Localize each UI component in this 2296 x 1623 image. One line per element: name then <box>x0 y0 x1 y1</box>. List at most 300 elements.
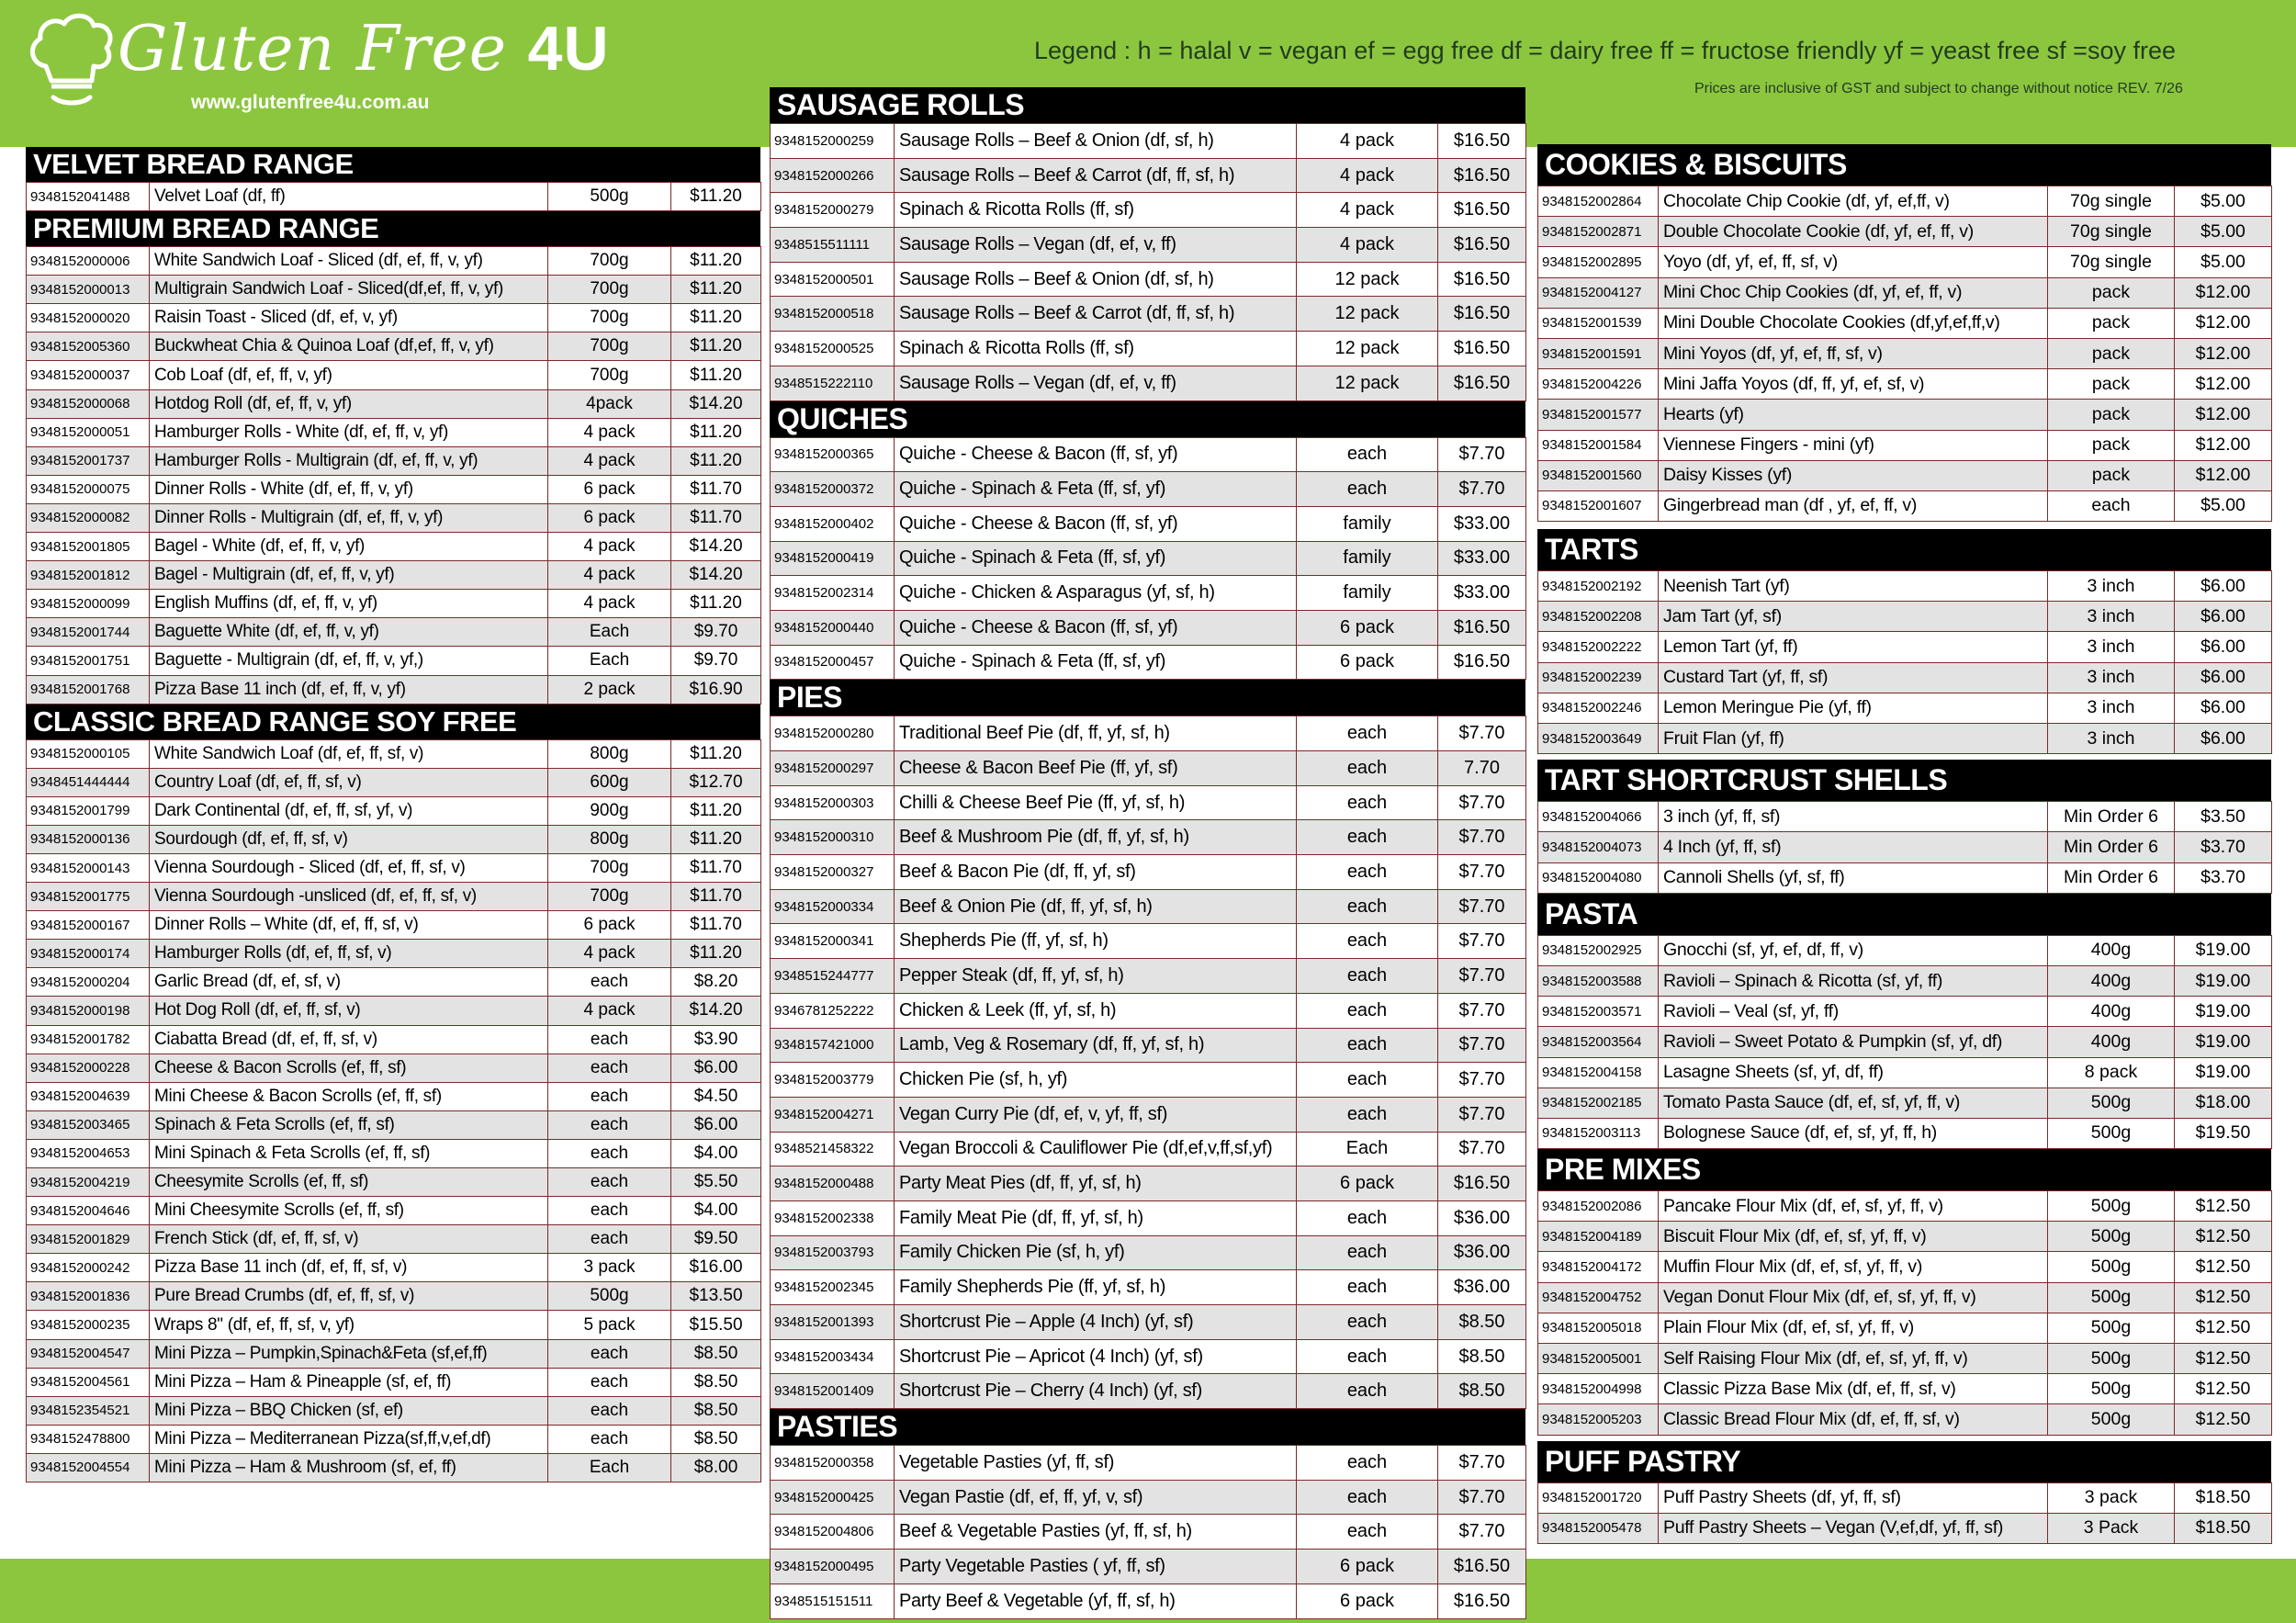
product-size: 12 pack <box>1297 297 1438 332</box>
price-table <box>770 123 1526 401</box>
product-name: Hearts (yf) <box>1659 400 2048 430</box>
product-code: 9348152003793 <box>771 1235 895 1270</box>
price-table <box>1537 186 2272 522</box>
table-row[interactable] <box>1538 1313 2272 1343</box>
table-row[interactable] <box>771 506 1526 541</box>
section <box>770 1409 1525 1618</box>
product-price: $11.20 <box>671 332 761 361</box>
table-row[interactable] <box>27 332 761 361</box>
product-code: 9348152004066 <box>1538 802 1659 832</box>
product-code: 9348152000297 <box>771 751 895 786</box>
product-code: 9348152001805 <box>27 533 150 561</box>
table-row[interactable] <box>771 193 1526 228</box>
product-size: 4 pack <box>548 418 671 446</box>
product-code: 9348152004172 <box>1538 1252 1659 1282</box>
product-size: each <box>548 968 671 997</box>
product-code: 9348152004554 <box>27 1453 150 1482</box>
table-row[interactable] <box>771 785 1526 820</box>
product-size: family <box>1297 541 1438 576</box>
table-row[interactable] <box>771 1028 1526 1063</box>
table-row[interactable] <box>1538 997 2272 1027</box>
table-row[interactable] <box>27 883 761 911</box>
table-row[interactable] <box>27 1054 761 1082</box>
price-table <box>26 246 761 704</box>
table-row[interactable] <box>27 739 761 768</box>
product-size: Min Order 6 <box>2048 862 2175 893</box>
section <box>770 87 1525 401</box>
product-code: 9348152001584 <box>1538 430 1659 460</box>
product-code: 9348152002895 <box>1538 247 1659 277</box>
table-row[interactable] <box>771 1339 1526 1374</box>
price-table <box>26 182 761 211</box>
product-size: each <box>548 1339 671 1368</box>
table-row[interactable] <box>1538 186 2272 217</box>
product-code: 9348152001409 <box>771 1374 895 1409</box>
product-size: 400g <box>2048 965 2175 996</box>
product-name: Vegetable Pasties (yf, ff, sf) <box>895 1446 1297 1481</box>
product-code: 9348152004189 <box>1538 1222 1659 1252</box>
table-row[interactable] <box>1538 724 2272 754</box>
product-code: 9348152000051 <box>27 418 150 446</box>
product-code: 9348152002345 <box>771 1270 895 1305</box>
table-row[interactable] <box>771 1480 1526 1515</box>
table-row[interactable] <box>771 541 1526 576</box>
product-name: Gnocchi (sf, yf, ef, df, ff, v) <box>1659 935 2048 965</box>
product-size: 600g <box>548 768 671 796</box>
product-code: 9348152001720 <box>1538 1482 1659 1513</box>
product-price: $11.20 <box>671 183 761 211</box>
table-row[interactable] <box>1538 1513 2272 1543</box>
table-row[interactable] <box>27 389 761 418</box>
product-price: $11.20 <box>671 796 761 825</box>
product-name: Dinner Rolls - White (df, ef, ff, v, yf) <box>150 475 548 503</box>
product-price: $8.50 <box>671 1368 761 1396</box>
table-row[interactable] <box>27 768 761 796</box>
table-row[interactable] <box>27 1339 761 1368</box>
table-row[interactable] <box>771 645 1526 680</box>
table-row[interactable] <box>27 911 761 940</box>
product-size: 4 pack <box>548 533 671 561</box>
table-row[interactable] <box>27 1168 761 1197</box>
product-name: Hamburger Rolls - Multigrain (df, ef, ff, v, yf) <box>150 446 548 475</box>
table-row[interactable] <box>1538 1374 2272 1404</box>
product-size: 500g <box>2048 1344 2175 1374</box>
product-code: 9348152003779 <box>771 1063 895 1098</box>
product-code: 9348152000167 <box>27 911 150 940</box>
product-name: Shortcrust Pie – Apricot (4 Inch) (yf, sf) <box>895 1339 1297 1374</box>
product-name: Quiche - Spinach & Feta (ff, sf, yf) <box>895 645 1297 680</box>
section-title: PREMIUM BREAD RANGE <box>26 211 760 246</box>
price-column-middle <box>770 87 1525 1619</box>
product-name: Classic Bread Flour Mix (df, ef, ff, sf, v) <box>1659 1404 2048 1435</box>
table-row[interactable] <box>771 1446 1526 1481</box>
product-code: 9348152005360 <box>27 332 150 361</box>
product-price: $7.70 <box>1438 785 1526 820</box>
table-row[interactable] <box>27 1425 761 1453</box>
table-row[interactable] <box>1538 1282 2272 1313</box>
product-price: $16.50 <box>1438 1550 1526 1584</box>
product-name: Family Chicken Pie (sf, h, yf) <box>895 1235 1297 1270</box>
table-row[interactable] <box>771 855 1526 890</box>
product-size: 500g <box>548 1282 671 1311</box>
table-row[interactable] <box>1538 247 2272 277</box>
website-url[interactable]: www.glutenfree4u.com.au <box>191 92 430 113</box>
product-price: $6.00 <box>2175 662 2272 693</box>
table-row[interactable] <box>771 1097 1526 1132</box>
product-name: Chicken & Leek (ff, yf, sf, h) <box>895 993 1297 1028</box>
table-row[interactable] <box>771 158 1526 193</box>
product-name: Puff Pastry Sheets – Vegan (V,ef,df, yf, ff, sf) <box>1659 1513 2048 1543</box>
product-price: $7.70 <box>1438 889 1526 924</box>
table-row[interactable] <box>1538 1252 2272 1282</box>
product-price: $11.70 <box>671 911 761 940</box>
product-price: $8.20 <box>671 968 761 997</box>
table-row[interactable] <box>1538 1088 2272 1118</box>
product-name: Vienna Sourdough - Sliced (df, ef, ff, sf, v) <box>150 853 548 882</box>
table-row[interactable] <box>771 576 1526 611</box>
product-name: Plain Flour Mix (df, ef, sf, yf, ff, v) <box>1659 1313 2048 1343</box>
table-row[interactable] <box>771 751 1526 786</box>
table-row[interactable] <box>1538 1222 2272 1252</box>
product-code: 9348152004653 <box>27 1139 150 1167</box>
product-code: 9348152000136 <box>27 825 150 853</box>
section-title: PUFF PASTRY <box>1537 1441 2271 1482</box>
table-row[interactable] <box>27 418 761 446</box>
table-row[interactable] <box>771 262 1526 297</box>
table-row[interactable] <box>27 796 761 825</box>
product-code: 9348152002246 <box>1538 693 1659 723</box>
table-row[interactable] <box>771 332 1526 366</box>
product-code: 9348152000279 <box>771 193 895 228</box>
table-row[interactable] <box>771 820 1526 855</box>
table-row[interactable] <box>1538 935 2272 965</box>
table-row[interactable] <box>27 618 761 647</box>
product-name: Lasagne Sheets (sf, yf, df, ff) <box>1659 1057 2048 1088</box>
product-code: 9348152002239 <box>1538 662 1659 693</box>
product-code: 9348152001577 <box>1538 400 1659 430</box>
product-size: 6 pack <box>1297 1584 1438 1618</box>
product-code: 9348152000280 <box>771 716 895 751</box>
table-row[interactable] <box>771 1063 1526 1098</box>
product-size: 3 pack <box>548 1254 671 1282</box>
product-size: Min Order 6 <box>2048 832 2175 862</box>
product-size: 4pack <box>548 389 671 418</box>
table-row[interactable] <box>27 361 761 389</box>
section <box>1537 1441 2271 1544</box>
section-title: TARTS <box>1537 529 2271 570</box>
product-name: Chocolate Chip Cookie (df, yf, ef,ff, v) <box>1659 186 2048 217</box>
product-code: 9348152000082 <box>27 503 150 532</box>
section-title: SAUSAGE ROLLS <box>770 87 1525 123</box>
table-row[interactable] <box>771 610 1526 645</box>
table-row[interactable] <box>27 247 761 276</box>
product-size: 3 Pack <box>2048 1513 2175 1543</box>
table-row[interactable] <box>27 503 761 532</box>
table-row[interactable] <box>1538 400 2272 430</box>
table-row[interactable] <box>771 1515 1526 1550</box>
product-code: 9348152000242 <box>27 1254 150 1282</box>
product-code: 9348152000525 <box>771 332 895 366</box>
table-row[interactable] <box>27 1282 761 1311</box>
product-size: each <box>1297 820 1438 855</box>
table-row[interactable] <box>27 183 761 211</box>
table-row[interactable] <box>27 561 761 590</box>
table-row[interactable] <box>27 1368 761 1396</box>
product-name: Sausage Rolls – Vegan (df, ef, v, ff) <box>895 228 1297 263</box>
product-price: $15.50 <box>671 1311 761 1339</box>
table-row[interactable] <box>27 1254 761 1282</box>
table-row[interactable] <box>1538 832 2272 862</box>
table-row[interactable] <box>771 924 1526 959</box>
table-row[interactable] <box>27 475 761 503</box>
product-name: Daisy Kisses (yf) <box>1659 460 2048 490</box>
table-row[interactable] <box>27 647 761 675</box>
table-row[interactable] <box>771 297 1526 332</box>
product-name: Fruit Flan (yf, ff) <box>1659 724 2048 754</box>
product-code: 9348152004073 <box>1538 832 1659 862</box>
product-size: each <box>1297 1270 1438 1305</box>
table-row[interactable] <box>27 276 761 304</box>
brand-name-suffix: 4U <box>527 14 610 84</box>
product-size: 700g <box>548 276 671 304</box>
product-size: 4 pack <box>1297 228 1438 263</box>
product-price: $16.50 <box>1438 366 1526 400</box>
product-price: $16.50 <box>1438 228 1526 263</box>
table-row[interactable] <box>771 993 1526 1028</box>
product-size: each <box>1297 751 1438 786</box>
product-code: 9348152000372 <box>771 472 895 507</box>
product-size: each <box>548 1054 671 1082</box>
product-name: Mini Choc Chip Cookies (df, yf, ef, ff, v) <box>1659 277 2048 308</box>
table-row[interactable] <box>1538 460 2272 490</box>
product-price: $9.50 <box>671 1225 761 1254</box>
product-name: Lemon Meringue Pie (yf, ff) <box>1659 693 2048 723</box>
product-name: Bagel - White (df, ef, ff, v, yf) <box>150 533 548 561</box>
product-name: Tomato Pasta Sauce (df, ef, sf, yf, ff, v) <box>1659 1088 2048 1118</box>
product-price: $7.70 <box>1438 1515 1526 1550</box>
product-size: 8 pack <box>2048 1057 2175 1088</box>
product-size: each <box>548 1168 671 1197</box>
table-row[interactable] <box>771 124 1526 159</box>
table-row[interactable] <box>27 1396 761 1425</box>
table-row[interactable] <box>27 825 761 853</box>
table-row[interactable] <box>27 1225 761 1254</box>
product-size: 6 pack <box>1297 1167 1438 1201</box>
product-name: Lamb, Veg & Rosemary (df, ff, yf, sf, h) <box>895 1028 1297 1063</box>
table-row[interactable] <box>771 889 1526 924</box>
table-row[interactable] <box>771 437 1526 472</box>
table-row[interactable] <box>1538 1482 2272 1513</box>
table-row[interactable] <box>1538 338 2272 368</box>
product-size: 500g <box>2048 1191 2175 1222</box>
product-name: Hamburger Rolls - White (df, ef, ff, v, yf) <box>150 418 548 446</box>
table-row[interactable] <box>1538 1344 2272 1374</box>
product-price: $12.50 <box>2175 1404 2272 1435</box>
product-price: $11.20 <box>671 276 761 304</box>
table-row[interactable] <box>27 1453 761 1482</box>
product-size: each <box>1297 1028 1438 1063</box>
section-title: PASTA <box>1537 894 2271 935</box>
product-size: 400g <box>2048 997 2175 1027</box>
product-code: 9348152000228 <box>27 1054 150 1082</box>
table-row[interactable] <box>27 533 761 561</box>
product-code: 9348152004547 <box>27 1339 150 1368</box>
table-row[interactable] <box>27 446 761 475</box>
product-price: $6.00 <box>671 1110 761 1139</box>
product-price: $16.50 <box>1438 297 1526 332</box>
table-row[interactable] <box>1538 802 2272 832</box>
product-name: English Muffins (df, ef, ff, v, yf) <box>150 590 548 618</box>
product-name: Ravioli – Sweet Potato & Pumpkin (sf, yf, df) <box>1659 1027 2048 1057</box>
product-size: each <box>548 1110 671 1139</box>
product-code: 9348152005478 <box>1538 1513 1659 1543</box>
table-row[interactable] <box>1538 632 2272 662</box>
table-row[interactable] <box>771 959 1526 994</box>
table-row[interactable] <box>1538 693 2272 723</box>
product-price: $11.20 <box>671 418 761 446</box>
table-row[interactable] <box>1538 1118 2272 1148</box>
table-row[interactable] <box>1538 277 2272 308</box>
product-price: $6.00 <box>2175 693 2272 723</box>
table-row[interactable] <box>1538 602 2272 632</box>
product-price: $8.50 <box>1438 1305 1526 1340</box>
table-row[interactable] <box>1538 965 2272 996</box>
product-price: $11.20 <box>671 739 761 768</box>
product-name: Custard Tart (yf, ff, sf) <box>1659 662 2048 693</box>
table-row[interactable] <box>27 968 761 997</box>
product-price: $19.00 <box>2175 935 2272 965</box>
product-name: 4 Inch (yf, ff, sf) <box>1659 832 2048 862</box>
table-row[interactable] <box>771 1132 1526 1167</box>
table-row[interactable] <box>771 366 1526 400</box>
product-code: 9348152004806 <box>771 1515 895 1550</box>
table-row[interactable] <box>27 304 761 332</box>
product-name: Buckwheat Chia & Quinoa Loaf (df,ef, ff, v, yf) <box>150 332 548 361</box>
table-row[interactable] <box>27 1197 761 1225</box>
product-price: $8.00 <box>671 1453 761 1482</box>
product-name: Quiche - Cheese & Bacon (ff, sf, yf) <box>895 506 1297 541</box>
table-row[interactable] <box>27 590 761 618</box>
table-row[interactable] <box>27 675 761 704</box>
section-title: TART SHORTCRUST SHELLS <box>1537 760 2271 801</box>
table-row[interactable] <box>771 716 1526 751</box>
product-code: 9348515244777 <box>771 959 895 994</box>
table-row[interactable] <box>1538 369 2272 400</box>
table-row[interactable] <box>1538 308 2272 338</box>
product-name: Mini Pizza – Mediterranean Pizza(sf,ff,v,ef,df) <box>150 1425 548 1453</box>
product-name: Jam Tart (yf, sf) <box>1659 602 2048 632</box>
product-name: Mini Cheesymite Scrolls (ef, ff, sf) <box>150 1197 548 1225</box>
table-row[interactable] <box>771 1584 1526 1618</box>
product-price: $7.70 <box>1438 1097 1526 1132</box>
product-name: Mini Pizza – BBQ Chicken (sf, ef) <box>150 1396 548 1425</box>
table-row[interactable] <box>1538 862 2272 893</box>
product-code: 9348152000358 <box>771 1446 895 1481</box>
brand-logo[interactable] <box>26 6 610 116</box>
table-row[interactable] <box>1538 1057 2272 1088</box>
product-code: 9348152000099 <box>27 590 150 618</box>
table-row[interactable] <box>771 1550 1526 1584</box>
product-size: pack <box>2048 400 2175 430</box>
product-price: $36.00 <box>1438 1200 1526 1235</box>
product-price: $7.70 <box>1438 1446 1526 1481</box>
table-row[interactable] <box>771 472 1526 507</box>
table-row[interactable] <box>1538 1027 2272 1057</box>
product-size: 500g <box>2048 1404 2175 1435</box>
product-size: each <box>548 1368 671 1396</box>
table-row[interactable] <box>771 1305 1526 1340</box>
product-price: $12.50 <box>2175 1282 2272 1313</box>
product-name: Pepper Steak (df, ff, yf, sf, h) <box>895 959 1297 994</box>
product-code: 9348152001737 <box>27 446 150 475</box>
product-price: $7.70 <box>1438 959 1526 994</box>
product-size: 700g <box>548 332 671 361</box>
table-row[interactable] <box>27 853 761 882</box>
brand-name <box>118 13 610 85</box>
table-row[interactable] <box>1538 571 2272 602</box>
product-name: Biscuit Flour Mix (df, ef, sf, yf, ff, v) <box>1659 1222 2048 1252</box>
product-name: Shortcrust Pie – Apple (4 Inch) (yf, sf) <box>895 1305 1297 1340</box>
product-name: Mini Yoyos (df, yf, ef, ff, sf, v) <box>1659 338 2048 368</box>
table-row[interactable] <box>771 1270 1526 1305</box>
table-row[interactable] <box>27 940 761 968</box>
table-row[interactable] <box>771 1200 1526 1235</box>
table-row[interactable] <box>1538 217 2272 247</box>
product-name: Dark Continental (df, ef, ff, sf, yf, v) <box>150 796 548 825</box>
product-size: 4 pack <box>1297 158 1438 193</box>
table-row[interactable] <box>771 1374 1526 1409</box>
table-row[interactable] <box>1538 662 2272 693</box>
product-name: Hot Dog Roll (df, ef, ff, sf, v) <box>150 997 548 1025</box>
table-row[interactable] <box>27 1311 761 1339</box>
table-row[interactable] <box>1538 430 2272 460</box>
product-price: $11.20 <box>671 247 761 276</box>
product-price: $16.50 <box>1438 158 1526 193</box>
table-row[interactable] <box>27 997 761 1025</box>
product-price: $7.70 <box>1438 993 1526 1028</box>
product-name: Neenish Tart (yf) <box>1659 571 2048 602</box>
product-price: $3.70 <box>2175 832 2272 862</box>
product-code: 9348152000105 <box>27 739 150 768</box>
product-size: 800g <box>548 739 671 768</box>
table-row[interactable] <box>771 1167 1526 1201</box>
table-row[interactable] <box>27 1082 761 1110</box>
product-size: each <box>1297 785 1438 820</box>
product-size: each <box>1297 1200 1438 1235</box>
table-row[interactable] <box>771 228 1526 263</box>
table-row[interactable] <box>1538 490 2272 521</box>
product-price: $12.00 <box>2175 460 2272 490</box>
table-row[interactable] <box>27 1110 761 1139</box>
table-row[interactable] <box>27 1025 761 1054</box>
product-code: 9348152001812 <box>27 561 150 590</box>
table-row[interactable] <box>771 1235 1526 1270</box>
product-price: $6.00 <box>2175 602 2272 632</box>
table-row[interactable] <box>1538 1404 2272 1435</box>
product-code: 9348515222110 <box>771 366 895 400</box>
product-name: Gingerbread man (df , yf, ef, ff, v) <box>1659 490 2048 521</box>
product-name: Beef & Onion Pie (df, ff, yf, sf, h) <box>895 889 1297 924</box>
product-code: 9348152001829 <box>27 1225 150 1254</box>
table-row[interactable] <box>1538 1191 2272 1222</box>
product-name: Family Shepherds Pie (ff, yf, sf, h) <box>895 1270 1297 1305</box>
product-price: $11.20 <box>671 361 761 389</box>
table-row[interactable] <box>27 1139 761 1167</box>
product-price: $7.70 <box>1438 820 1526 855</box>
product-price: $16.50 <box>1438 610 1526 645</box>
product-code: 9348152003571 <box>1538 997 1659 1027</box>
product-price: $16.50 <box>1438 332 1526 366</box>
